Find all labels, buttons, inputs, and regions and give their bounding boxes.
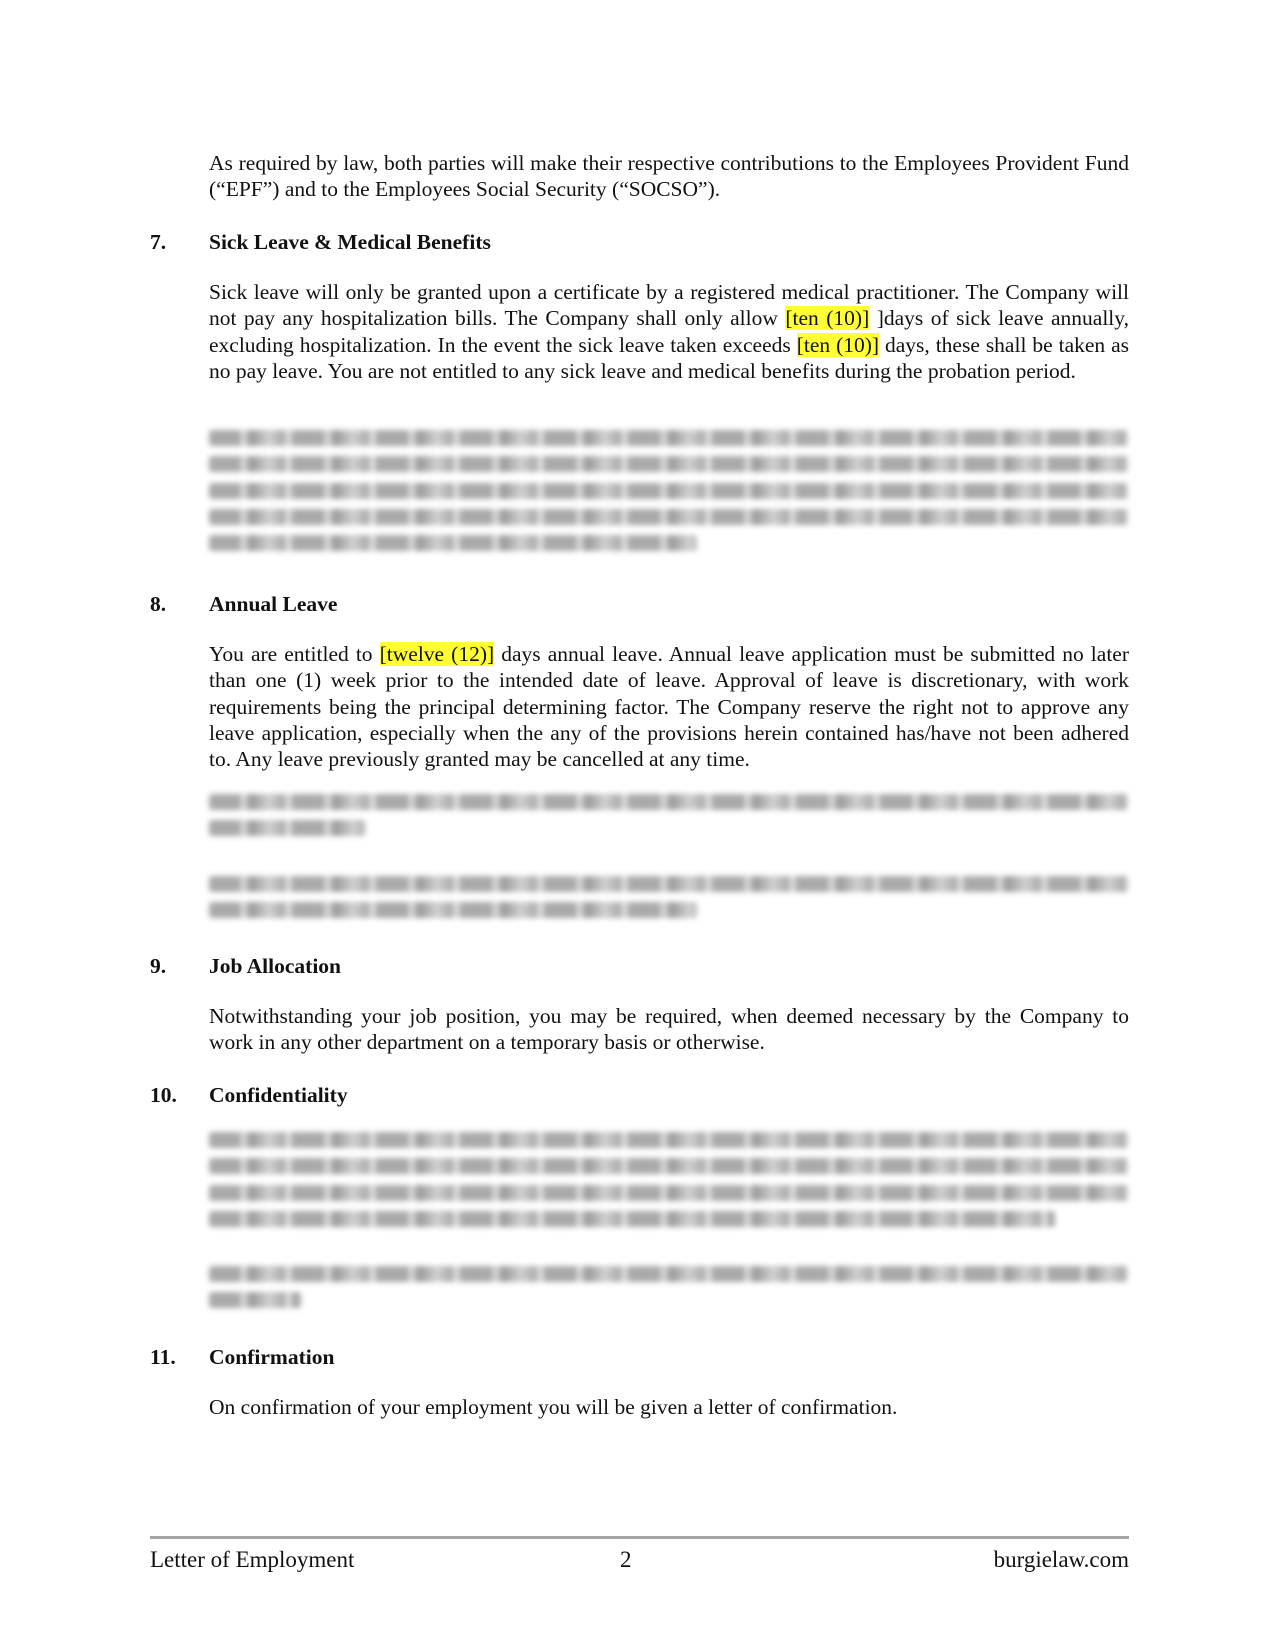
redacted-line <box>209 820 365 836</box>
redacted-paragraph <box>209 1132 1129 1237</box>
redacted-paragraph <box>209 430 1129 561</box>
redacted-line <box>209 509 1129 525</box>
highlighted-placeholder: [ten (10)] <box>785 306 870 331</box>
section-7-paragraph <box>209 279 1129 384</box>
redacted-line <box>209 456 1129 472</box>
redacted-paragraph <box>209 794 1129 847</box>
highlighted-placeholder: [ten (10)] <box>796 332 880 357</box>
redacted-line <box>209 1185 1129 1201</box>
redacted-line <box>209 876 1129 892</box>
section-title: Job Allocation <box>209 954 342 978</box>
section-number: 10. <box>150 1083 177 1107</box>
footer-document-title: Letter of Employment <box>150 1547 355 1572</box>
text-run: You are entitled to <box>209 642 380 666</box>
text-run: ]days of sick leave annually, excluding hospitalization. In the event the sick leave taken exceeds <box>209 306 1130 357</box>
footer-page-number: 2 <box>620 1547 632 1572</box>
redacted-line <box>209 1132 1129 1148</box>
redacted-line <box>209 1211 1055 1227</box>
section-10-heading <box>150 1082 348 1108</box>
redacted-line <box>209 1266 1129 1282</box>
section-number: 9. <box>150 954 167 978</box>
footer-rule <box>150 1536 1129 1539</box>
footer-website: burgielaw.com <box>993 1547 1129 1572</box>
section-8-paragraph <box>209 641 1129 772</box>
section-8-heading <box>150 591 337 617</box>
redacted-line <box>209 1158 1129 1174</box>
text-run: Sick leave will only be granted upon a certificate by a registered medical practitioner. The Company will not pay any hospitalization bills. The Company shall only allow <box>209 280 1129 331</box>
section-9-paragraph: Notwithstanding your job position, you may be required, when deemed necessary by the Company to work in any other department on a temporary basis or otherwise. <box>209 1004 1129 1055</box>
text-run: days annual leave. Annual leave application must be submitted no later than one (1) week prior to the intended date of leave. Approval of leave is discretionary, with work requirements being the principal determining factor. The Company reserve the right not to approve any leave application, especially when the any of the provisions herein contained has/have not been adhered to. Any leave previously granted may be cancelled at any time. <box>209 642 1129 772</box>
section-9-heading <box>150 953 341 979</box>
redacted-line <box>209 1292 301 1308</box>
section-number: 11. <box>150 1345 176 1369</box>
section-number: 7. <box>150 230 167 254</box>
section-title: Annual Leave <box>209 592 338 616</box>
redacted-line <box>209 794 1129 810</box>
redacted-line <box>209 483 1129 499</box>
redacted-line <box>209 430 1129 446</box>
highlighted-placeholder: [twelve (12)] <box>379 642 495 666</box>
section-title: Confirmation <box>209 1345 335 1369</box>
redacted-paragraph <box>209 876 1129 929</box>
section-11-paragraph: On confirmation of your employment you will be given a letter of confirmation. <box>209 1395 898 1419</box>
text-run: days, these shall be taken as no pay leave. You are not entitled to any sick leave and medical benefits during the probation period. <box>209 332 1129 383</box>
intro-paragraph: As required by law, both parties will make their respective contributions to the Employees Provident Fund (“EPF”) and to the Employees Social Security (“SOCSO”). <box>209 151 1129 202</box>
redacted-paragraph <box>209 1266 1129 1319</box>
section-title: Sick Leave & Medical Benefits <box>209 230 491 254</box>
redacted-line <box>209 902 697 918</box>
section-number: 8. <box>150 592 167 616</box>
section-7-heading <box>150 229 491 255</box>
section-11-heading <box>150 1344 334 1370</box>
section-title: Confidentiality <box>209 1083 348 1107</box>
redacted-line <box>209 535 697 551</box>
